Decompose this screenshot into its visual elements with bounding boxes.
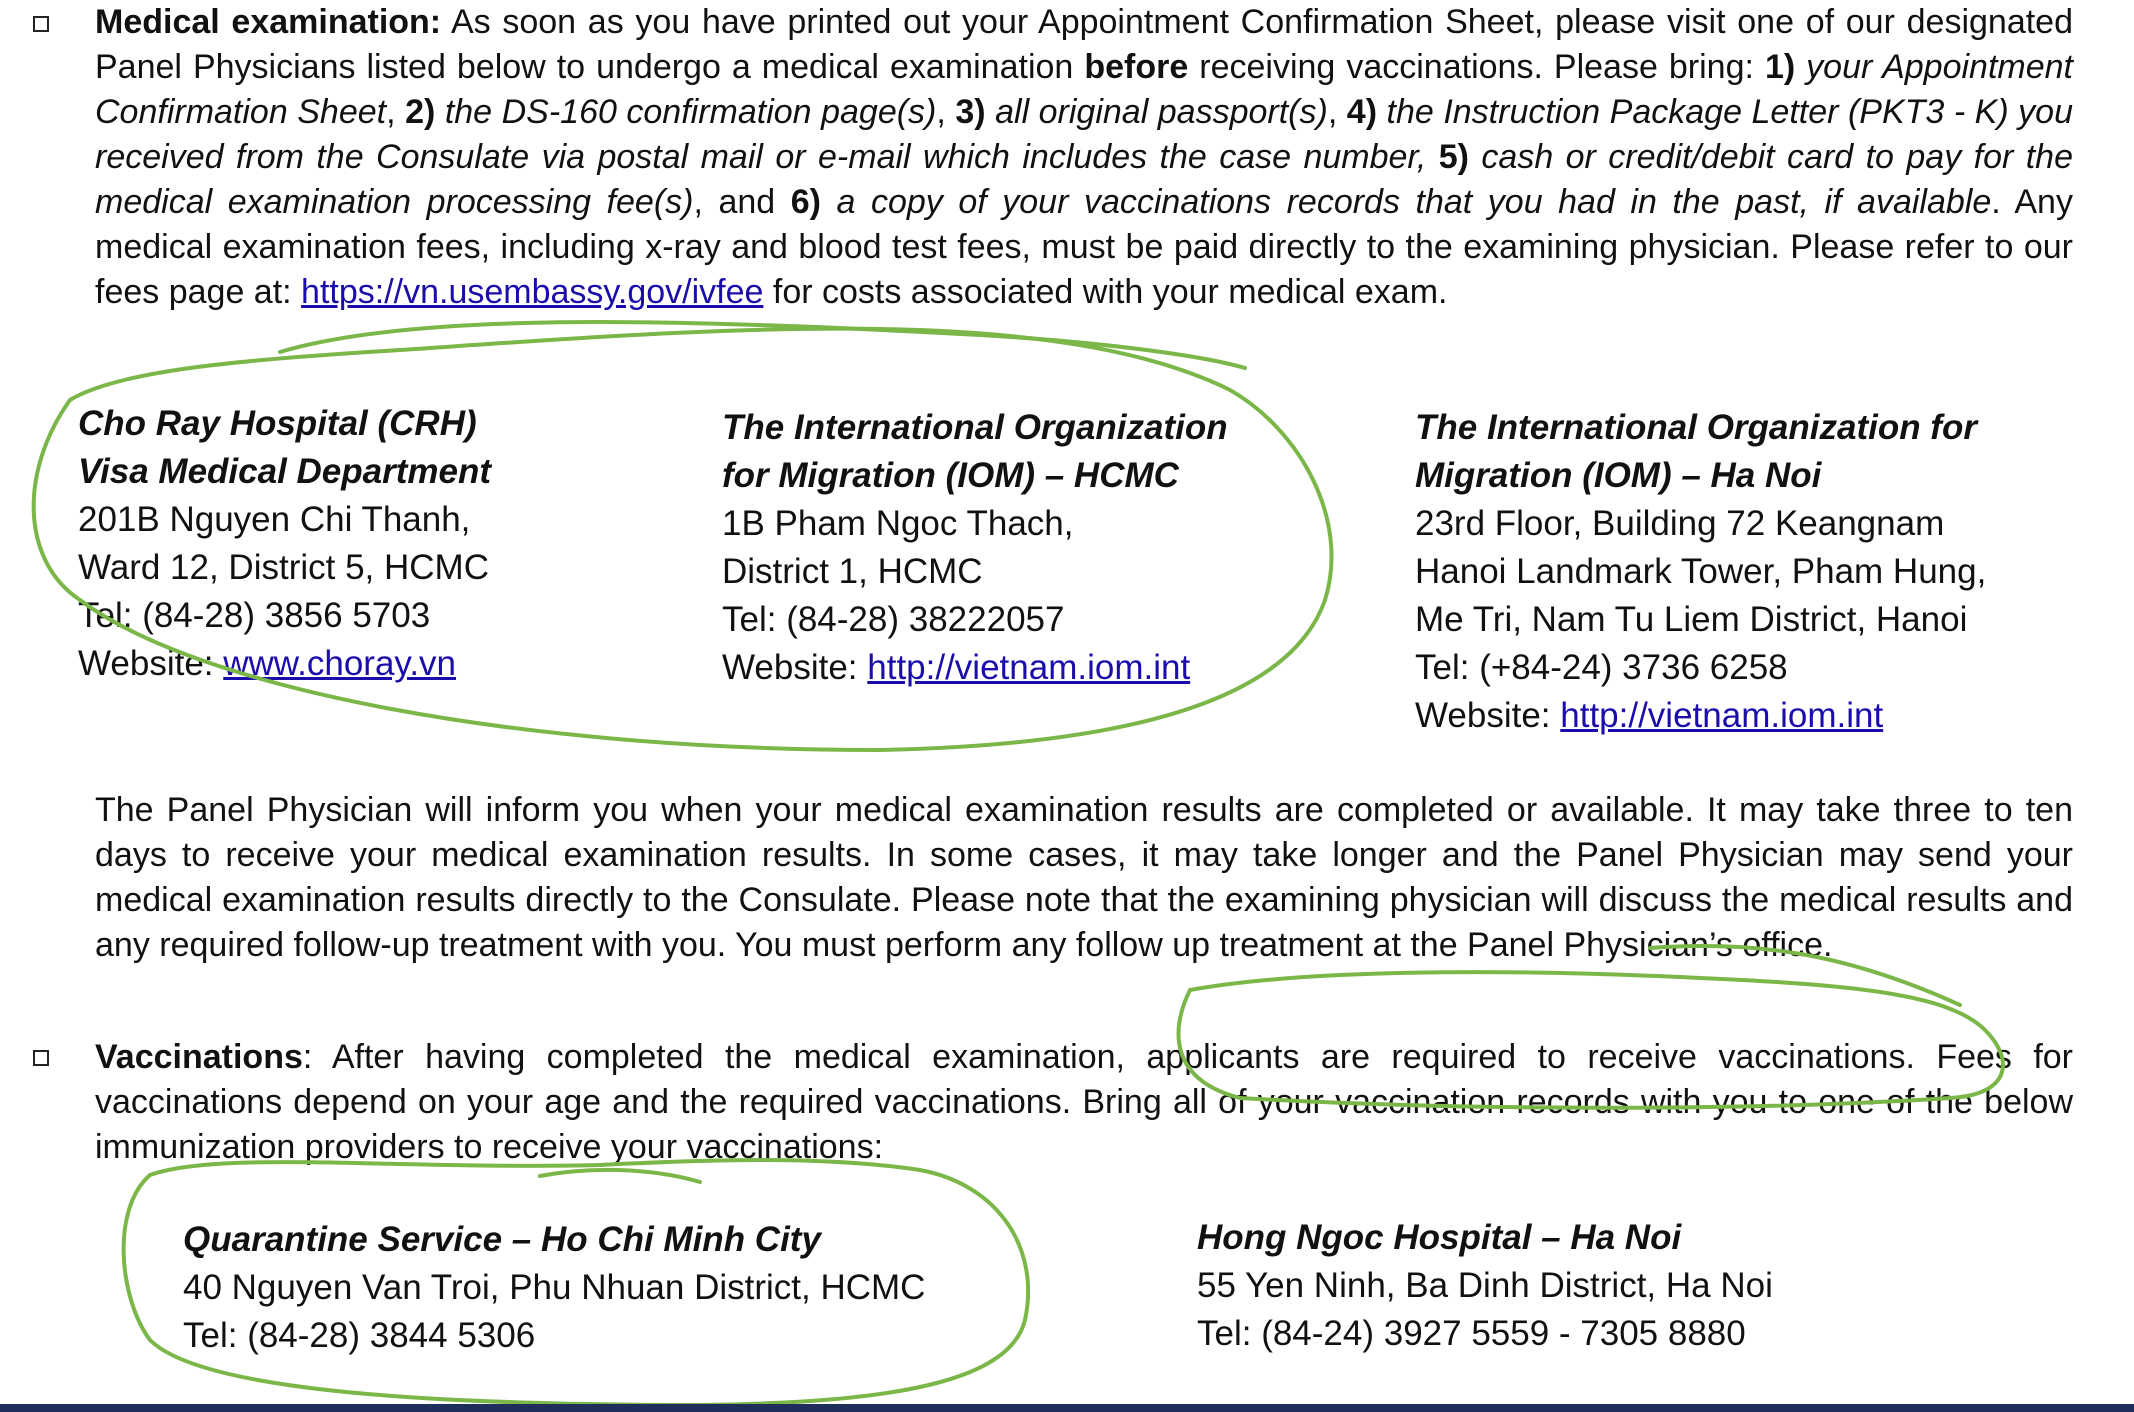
item-number: 1) [1764, 48, 1796, 86]
physician-name: The International Organization [722, 408, 1228, 447]
physician-website-row [78, 640, 638, 688]
separator: , [1327, 93, 1347, 131]
medical-exam-paragraph [95, 0, 2073, 315]
physician-address: Hanoi Landmark Tower, Pham Hung, [1415, 552, 1987, 591]
strike-line-fees [280, 322, 1245, 368]
provider-name: Quarantine Service – Ho Chi Minh City [183, 1220, 821, 1259]
physician-name: for Migration (IOM) – HCMC [722, 456, 1179, 495]
website-label: Website: [78, 644, 224, 683]
fees-text: . Any medical examination fees, including x-ray and blood test fees, must be paid directly to the examining physician. Please refer to our fees page at: [95, 183, 2073, 311]
physician-address: 1B Pham Ngoc Thach, [722, 504, 1074, 543]
annotation-tail-mark [540, 1170, 700, 1182]
physician-website-link[interactable]: http://vietnam.iom.int [867, 648, 1191, 687]
physician-address: Me Tri, Nam Tu Liem District, Hanoi [1415, 600, 1968, 639]
provider-phone: Tel: (84-24) 3927 5559 - 7305 8880 [1197, 1314, 1746, 1353]
physician-address: 23rd Floor, Building 72 Keangnam [1415, 504, 1945, 543]
provider-address: 40 Nguyen Van Troi, Phu Nhuan District, HCMC [183, 1268, 926, 1307]
physician-iom-hcmc [722, 404, 1282, 692]
separator: , [936, 93, 956, 131]
fees-tail-text: for costs associated with your medical exam. [763, 273, 1448, 311]
item-number: 3) [955, 93, 986, 131]
separator: , and [693, 183, 791, 221]
website-label: Website: [722, 648, 868, 687]
item-text: all original passport(s) [985, 93, 1328, 131]
vaccinations-paragraph [95, 1035, 2073, 1170]
item-number: 4) [1346, 93, 1378, 131]
physician-phone: Tel: (84-28) 3856 5703 [78, 596, 431, 635]
physician-name: Migration (IOM) – Ha Noi [1415, 456, 1822, 495]
physician-cho-ray [78, 400, 638, 688]
physician-name: Cho Ray Hospital (CRH) [78, 404, 477, 443]
before-emphasis: before [1084, 48, 1189, 86]
physician-department: Visa Medical Department [78, 452, 492, 491]
provider-hong-ngoc [1197, 1214, 2077, 1358]
physician-iom-hanoi [1415, 404, 2055, 740]
medical-intro-text: As soon as you have printed out your Appointment Confirmation Sheet, please visit one of our designated Panel Physicians listed below to undergo a medical examination [95, 3, 2073, 86]
physician-address: District 1, HCMC [722, 552, 983, 591]
vaccinations-text: : After having completed the medical examination, applicants are required to receive vaccinations. Fees for vaccinations depend on your age and the required vaccinations. Bring all of your vaccination records with you to one of the below immunization providers to receive your vaccinations: [95, 1038, 2073, 1166]
fees-page-link[interactable]: https://vn.usembassy.gov/ivfee [301, 273, 764, 311]
item-number: 5) [1438, 138, 1469, 176]
item-text: cash or credit/debit card to pay for the medical examination processing fee(s) [95, 138, 2073, 221]
provider-name: Hong Ngoc Hospital – Ha Noi [1197, 1218, 1682, 1257]
physician-website-link[interactable]: www.choray.vn [223, 644, 457, 683]
footer-bar [0, 1404, 2134, 1412]
physician-phone: Tel: (+84-24) 3736 6258 [1415, 648, 1788, 687]
provider-phone: Tel: (84-28) 3844 5306 [183, 1316, 536, 1355]
bring-text: receiving vaccinations. Please bring: [1188, 48, 1765, 86]
physician-website-link[interactable]: http://vietnam.iom.int [1560, 696, 1884, 735]
results-paragraph: The Panel Physician will inform you when your medical examination results are completed or available. It may take three to ten days to receive your medical examination results. In some cases, it may take longer and the Panel Physician may send your medical examination results directly to the Consulate. Please note that the examining physician will discuss the medical results and any required follow-up treatment with you. You must perform any follow up treatment at the Panel Physician’s office. [95, 791, 2073, 964]
physician-website-row [1415, 692, 2055, 740]
website-label: Website: [1415, 696, 1561, 735]
checkbox-bullet-vaccinations [33, 1050, 49, 1066]
physician-website-row [722, 644, 1282, 692]
item-text: a copy of your vaccinations records that you had in the past, if available [820, 183, 1992, 221]
item-text: the Instruction Package Letter (PKT3 - K) you received from the Consulate via postal mail or e-mail which includes the case number, [95, 93, 2073, 176]
medical-exam-heading: Medical examination: [95, 3, 442, 41]
provider-address: 55 Yen Ninh, Ba Dinh District, Ha Noi [1197, 1266, 1773, 1305]
separator: , [386, 93, 406, 131]
item-number: 6) [790, 183, 821, 221]
physician-phone: Tel: (84-28) 38222057 [722, 600, 1065, 639]
checkbox-bullet-medical [33, 16, 49, 32]
separator [1426, 138, 1438, 176]
physician-name: The International Organization for [1415, 408, 1977, 447]
physician-address: Ward 12, District 5, HCMC [78, 548, 489, 587]
item-text: your Appointment Confirmation Sheet [95, 48, 2073, 131]
vaccinations-heading: Vaccinations [95, 1038, 303, 1076]
physician-address: 201B Nguyen Chi Thanh, [78, 500, 471, 539]
provider-quarantine-hcmc [183, 1216, 1063, 1360]
item-text: the DS-160 confirmation page(s) [435, 93, 937, 131]
item-number: 2) [405, 93, 436, 131]
